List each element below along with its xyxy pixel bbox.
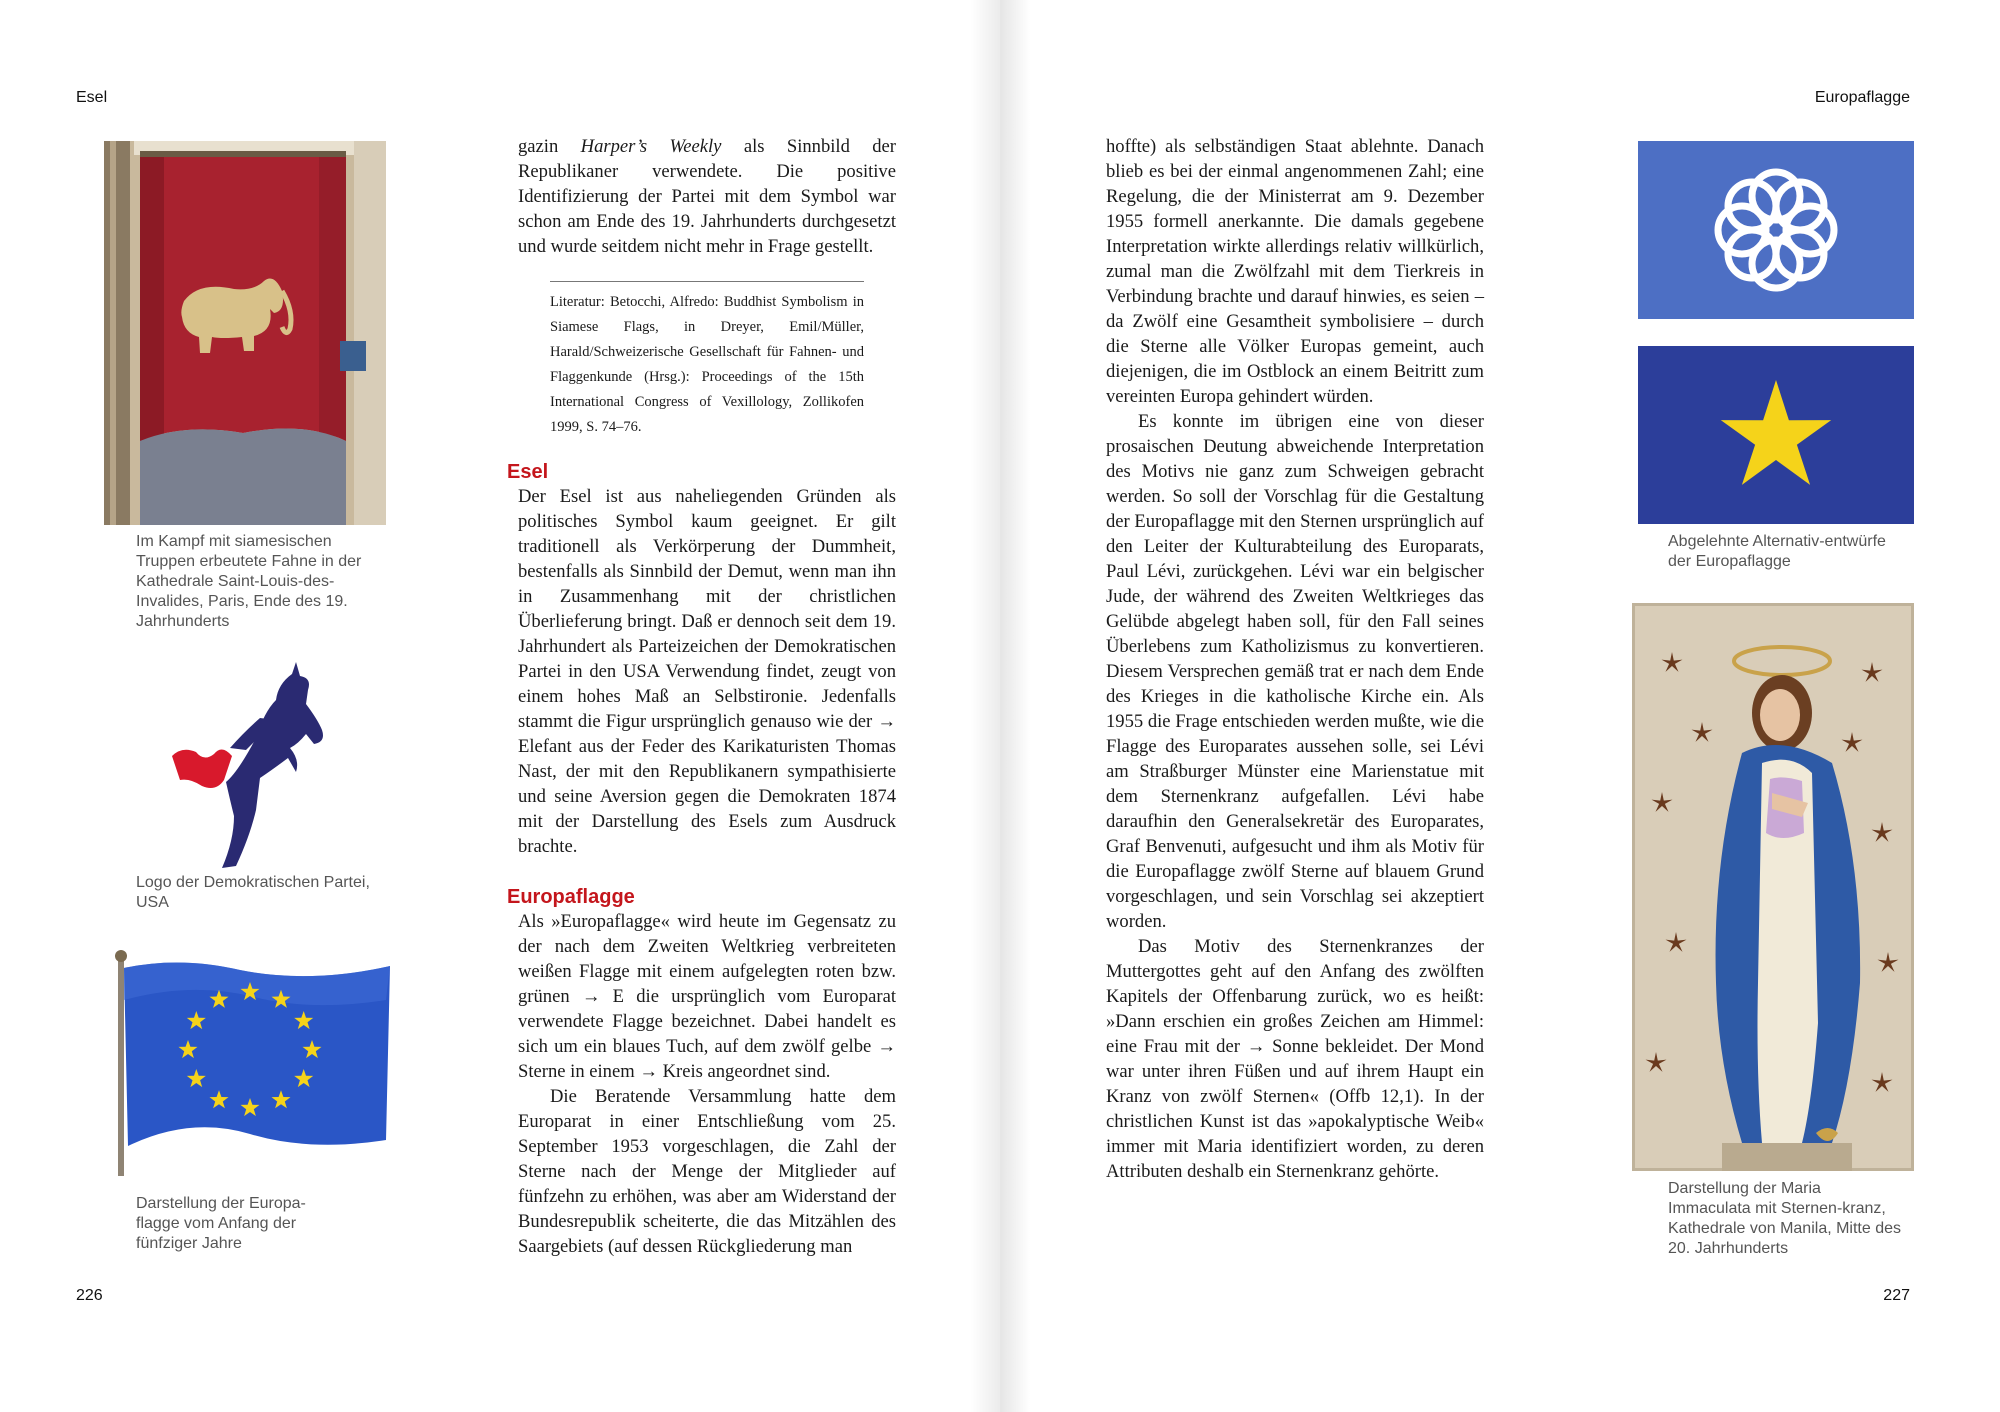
- gutter-shadow: [1000, 0, 1030, 1412]
- heading-esel: Esel: [507, 461, 549, 483]
- intro-rest: als Sinnbild der Republikaner verwendete. Die positive Identifizierung der Partei mit dem Symbol war schon am Ende des 19. Jahrhunderts durchgesetzt und wurde seitdem nicht mehr in Frage gestellt.: [518, 136, 896, 257]
- esel-paragraph: Der Esel ist aus naheliegenden Gründen als politisches Symbol kaum geeignet. Er gilt traditionell als Verkörperung der Dummheit, bestenfalls als Sinnbild der Demut, wenn man ihn in Zusammenhang mit der christlichen Überlieferung bringt. Daß er dennoch seit dem 19. Jahrhundert als Parteizeichen der Demokratischen Partei in den USA Verwendung findet, zeugt von einem hohes Maß an Selbstironie. Jedenfalls stammt die Figur ursprünglich genauso wie der → Elefant aus der Feder des Karikaturisten Thomas Nast, der mit den Republikanern sympathisierte und seine Aversion gegen die Demokraten 1874 mit der Darstellung des Esels zum Ausdruck brachte.: [518, 486, 896, 857]
- caption-maria-statue: Darstellung der Maria Immaculata mit Sternen-kranz, Kathedrale von Manila, Mitte des 20. Jahrhunderts: [1668, 1180, 1902, 1257]
- page-number-left: 226: [76, 1287, 103, 1304]
- heading-europaflagge: Europaflagge: [507, 886, 635, 908]
- maria-statue-photo: [1632, 603, 1914, 1171]
- right-text-column: [1106, 134, 1484, 1184]
- europaflagge-paragraph-2: Die Beratende Versammlung hatte dem Europarat in einer Entschließung vom 25. September 1953 vorgeschlagen, die Zahl der Sterne nach der Menge der Mitglieder auf fünfzehn zu erhöhen, was aber am Widerstand der Bundesrepublik scheiterte, die das Mitzählen des Saargebiets (auf dessen Rückgliederung man: [518, 1086, 896, 1257]
- donkey-logo: [160, 660, 330, 872]
- right-paragraph-3: Das Motiv des Sternenkranzes der Muttergottes geht auf den Anfang des zwölften Kapitels der Offenbarung zurück, wo es heißt: »Dann erschien ein großes Zeichen am Himmel: eine Frau mit der → Sonne bekleidet. Der Mond war unter ihren Füßen und auf ihrem Haupt ein Kranz von zwölf Sternen« (Offb 12,1). In der christlichen Kunst ist das »apokalyptische Weib« immer mit Maria identifiziert worden, zu deren Attributen deshalb ein Sternenkranz gehörte.: [1106, 936, 1484, 1182]
- literature-note: Literatur: Betocchi, Alfredo: Buddhist Symbolism in Siamese Flags, in Dreyer, Emil/Müller, Harald/Schweizerische Gesellschaft für Fahnen- und Flaggenkunde (Hrsg.): Proceedings of the 15th International Congress of Vexillology, Zollikofen 1999, S. 74–76.: [550, 281, 864, 440]
- caption-rejected-flags: Abgelehnte Alternativ-entwürfe der Europaflagge: [1668, 533, 1886, 570]
- page-number-right: 227: [1883, 1287, 1910, 1304]
- magazine-title: Harper’s Weekly: [580, 136, 722, 157]
- left-text-column: [507, 134, 896, 1259]
- caption-elephant-flag: Im Kampf mit siamesischen Truppen erbeutete Fahne in der Kathedrale Saint-Louis-des-Invalides, Paris, Ende des 19. Jahrhunderts: [136, 533, 362, 630]
- intro-paragraph: [518, 134, 896, 259]
- europaflagge-paragraph-1: Als »Europaflagge« wird heute im Gegensatz zu der nach dem Zweiten Weltkrieg verbreiteten weißen Flagge mit einem aufgelegten roten bzw. grünen → E die ursprünglich vom Europarat verwendete Flagge bezeichnet. Dabei handelt es sich um ein blaues Tuch, auf dem zwölf gelbe → Sterne in einem → Kreis angeordnet sind.: [518, 911, 896, 1082]
- right-paragraph-1: hoffte) als selbständigen Staat ablehnte. Danach blieb es bei der einmal angenommenen Zahl; eine Regelung, die der Ministerrat am 9. Dezember 1955 formell anerkannte. Die damals gegebene Interpretation wirkte allerdings relativ willkürlich, zumal man die Zwölfzahl mit dem Tierkreis in Verbindung brachte und darauf hinwies, es seien – da Zwölf eine Gesamtheit symbolisiere – durch die Sterne alle Völker Europas gemeint, auch diejenigen, die im Ostblock an einem Beitritt zum vereinten Europa gehindert würden.: [1106, 136, 1484, 407]
- intro-prefix: gazin: [518, 136, 581, 157]
- running-head-left: Esel: [76, 89, 108, 106]
- eu-flag-waving: [110, 950, 392, 1180]
- right-page: [1000, 0, 2000, 1412]
- caption-donkey-logo: Logo der Demokratischen Partei, USA: [136, 874, 370, 911]
- elephant-flag-photo: [104, 141, 386, 525]
- right-paragraph-2: Es konnte im übrigen eine von dieser prosaischen Deutung abweichende Interpretation des Motivs nie ganz zum Schweigen gebracht werden. So soll der Vorschlag für die Gestaltung der Europaflagge mit den Sternen ursprünglich auf den Leiter der Kulturabteilung des Europarats, Paul Lévi, zurückgehen. Lévi war ein belgischer Jude, der während des Zweiten Weltkrieges das Gelübde abgelegt haben soll, für den Fall seines Überlebens zum Katholizismus zu konvertieren. Diesem Versprechen gemäß trat er nach dem Ende des Krieges in die katholische Kirche ein. Als 1955 die Frage entschieden werden mußte, wie die Flagge des Europarates aussehen solle, sei Lévi am Straßburger Münster eine Marienstatue mit dem Sternenkranz aufgefallen. Lévi habe daraufhin den Generalsekretär des Europarates, Graf Benvenuti, aufgesucht und ihm als Motiv für die Europaflagge zwölf Sterne auf blauem Grund vorgeschlagen, und sein Vorschlag sei akzeptiert worden.: [1106, 411, 1484, 932]
- running-head-right: Europaflagge: [1814, 89, 1910, 106]
- caption-eu-flag: Darstellung der Europa-flagge vom Anfang der fünfziger Jahre: [136, 1195, 306, 1252]
- single-star-flag: [1638, 346, 1914, 524]
- rings-flag: [1638, 141, 1914, 319]
- gutter-shadow: [970, 0, 1000, 1412]
